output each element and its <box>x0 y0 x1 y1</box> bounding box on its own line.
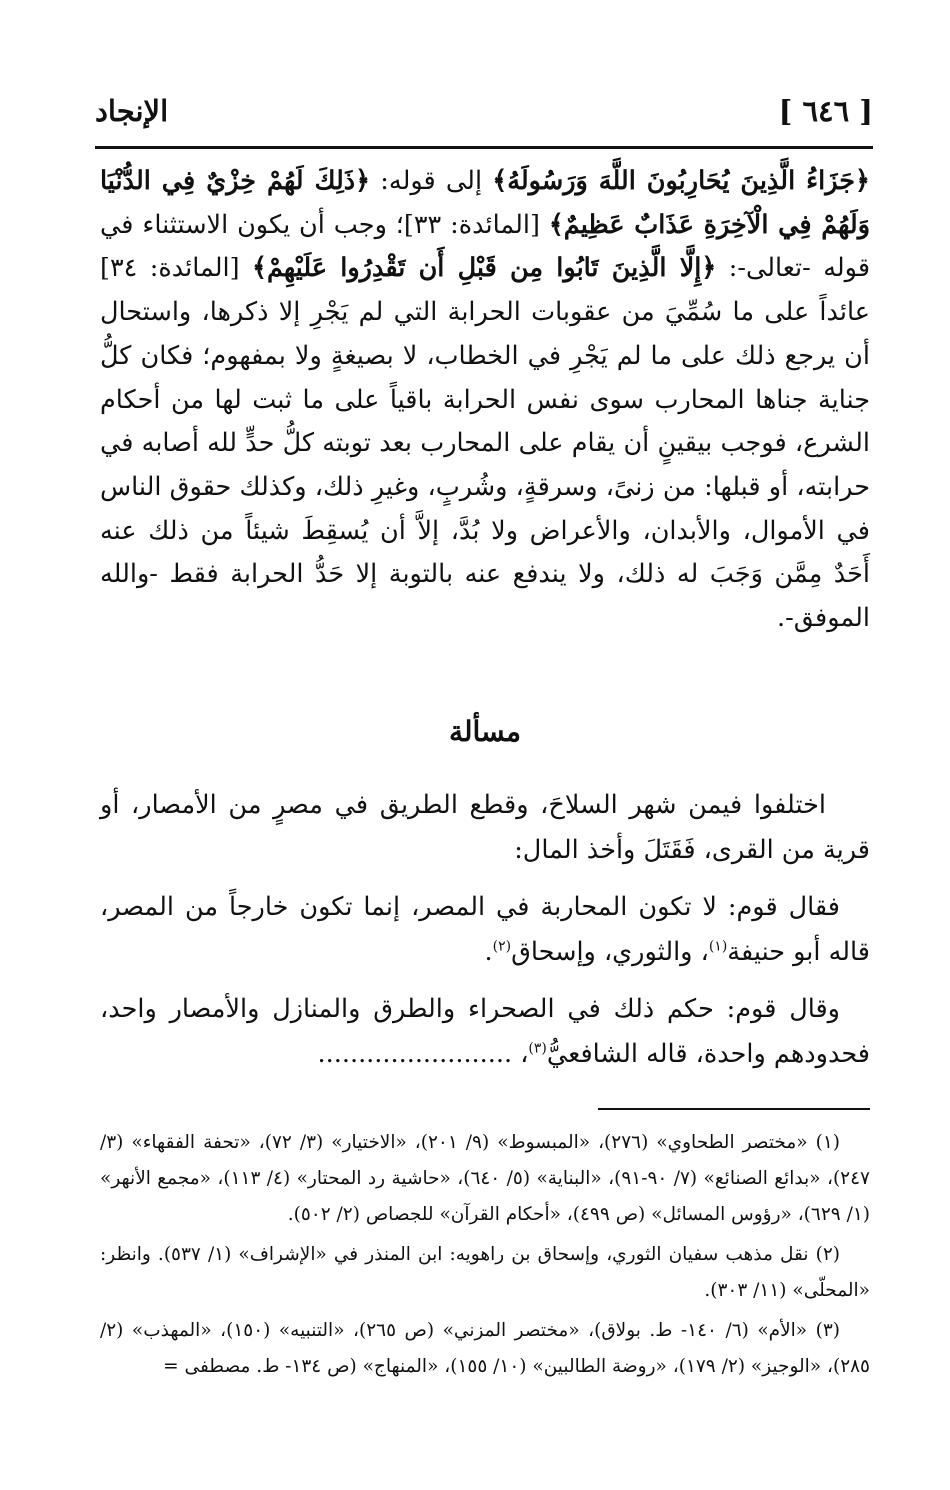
footnote-1: (١) «مختصر الطحاوي» (٢٧٦)، «المبسوط» (٩/ ٢٠١)، «الاختيار» (٣/ ٧٢)، «تحفة الفقهاء» (٣/ ٢٤٧)، «بدائع الصنائع» (٧/ ٩٠-٩١)، «البناية» (٥/ ٦٤٠)، «حاشية رد المحتار» (٤/ ١١٣)، «مجمع الأنهر» (١/ ٦٢٩)، «رؤوس المسائل» (ص ٤٩٩)، «أحكام القرآن» للجصاص (٢/ ٥٠٢). <box>100 1132 870 1225</box>
running-title: الإنجاد <box>95 94 169 128</box>
main-paragraph-text <box>100 160 870 641</box>
section-paragraph-3-end: ، ........................ <box>317 1039 529 1069</box>
section-paragraph-1: اختلفوا فيمن شهر السلاحَ، وقطع الطريق في مصرٍ من الأمصار، أو قرية من القرى، فَقَتَلَ وأخذ المال: <box>100 790 870 865</box>
quran-verse-1: ﴿جَزَاءُ الَّذِينَ يُحَارِبُونَ اللَّهَ وَرَسُولَهُ﴾ <box>492 166 871 196</box>
footnote-2: (٢) نقل مذهب سفيان الثوري، وإسحاق بن راهويه: ابن المنذر في «الإشراف» (١/ ٥٣٧). وانظر: «المحلّى» (١١/ ٣٠٣). <box>100 1244 870 1301</box>
section-paragraph-3-text: وقال قوم: حكم ذلك في الصحراء والطرق والمنازل والأمصار واحد، فحدودهم واحدة، قاله الشافعيُّ <box>100 994 870 1069</box>
section-paragraph-2-end: . <box>484 937 493 967</box>
quran-verse-2: ﴿ذَلِكَ لَهُمْ خِزْيٌ فِي الدُّنْيَا وَلَهُمْ فِي الْآخِرَةِ عَذَابٌ عَظِيمٌ﴾ <box>100 166 871 240</box>
quran-verse-3: ﴿إِلَّا الَّذِينَ تَابُوا مِن قَبْلِ أَن تَقْدِرُوا عَلَيْهِمْ﴾ <box>252 253 717 284</box>
section-paragraph-2 <box>100 885 870 975</box>
main-paragraph <box>100 160 870 641</box>
page-number: [ ٦٤٦ ] <box>778 94 873 128</box>
footnote-divider <box>598 1108 870 1110</box>
page-header <box>95 88 873 149</box>
footnotes <box>100 1125 870 1389</box>
section-paragraph-3 <box>100 987 870 1077</box>
footnote-3: (٣) «الأم» (٦/ ١٤٠- ط. بولاق)، «مختصر المزني» (ص ٢٦٥)، «التنبيه» (١٥٠)، «المهذب» (٢/ ٢٨٥)، «الوجيز» (٢/ ١٧٩)، «روضة الطالبين» (١٠/ ١٥٥)، «المنهاج» (ص ١٣٤- ط. مصطفى = <box>100 1320 870 1377</box>
body-text-3: [المائدة: ٣٤] عائداً على ما سُمِّيَ من عقوبات الحرابة التي لم يَجْرِ إلا ذكرها، واستحال أن يرجع ذلك على ما لم يَجْرِ في الخطاب، لا بصيغةٍ ولا بمفهوم؛ فكان كلُّ جناية جناها المحارب سوى نفس الحرابة باقياً على ما ثبت لها من أحكام الشرع، فوجب بيقينٍ أن يقام على المحارب بعد توبته كلُّ حدٍّ لله أصابه في حرابته، أو قبلها: من زنىً، وسرقةٍ، وشُربٍ، وغيرِ ذلك، وكذلك حقوق الناس في الأموال، والأبدان، والأعراض ولا بُدَّ، إلاَّ أن يُسقِطَ شيئاً من ذلك عنه أَحَدٌ مِمَّن وَجَبَ له ذلك، ولا يندفع عنه بالتوبة إلا حَدُّ الحرابة فقط -والله الموفق-. <box>100 253 870 634</box>
footnote-ref-2[interactable]: (٢) <box>492 938 512 955</box>
footnote-ref-1[interactable]: (١) <box>708 938 728 955</box>
body-text-1: إلى قوله: <box>370 166 493 196</box>
section-paragraph-2-text: فقال قوم: لا تكون المحاربة في المصر، إنما تكون خارجاً من المصر، قاله أبو حنيفة <box>100 892 870 967</box>
body-text-2: [المائدة: ٣٣]؛ وجب أن يكون الاستثناء في قوله -تعالى-: <box>100 209 871 284</box>
section-title: مسألة <box>448 715 522 748</box>
section-paragraph-2-mid: ، والثوري، وإسحاق <box>511 937 709 967</box>
footnote-ref-3[interactable]: (٣) <box>528 1040 547 1057</box>
section-body <box>100 783 870 1089</box>
